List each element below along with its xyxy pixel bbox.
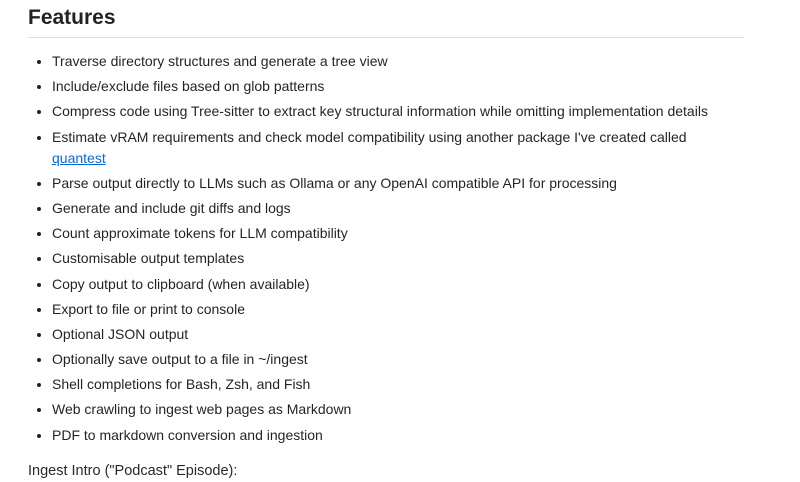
feature-item: • Include/exclude files based on glob patterns <box>52 76 744 97</box>
feature-item: • Optionally save output to a file in ~/ingest <box>52 349 744 370</box>
feature-item: • Web crawling to ingest web pages as Markdown <box>52 399 744 420</box>
features-heading: Features <box>28 5 744 38</box>
feature-item: • Shell completions for Bash, Zsh, and Fish <box>52 374 744 395</box>
feature-item: • Traverse directory structures and generate a tree view <box>52 51 744 72</box>
feature-item: • Generate and include git diffs and logs <box>52 198 744 219</box>
feature-item: • Estimate vRAM requirements and check model compatibility using another package I've created called quantest <box>52 127 744 169</box>
feature-item: • Customisable output templates <box>52 248 744 269</box>
feature-item: • Compress code using Tree-sitter to extract key structural information while omitting implementation details <box>52 101 744 122</box>
quantest-link[interactable]: quantest <box>52 149 106 166</box>
feature-item: • Count approximate tokens for LLM compatibility <box>52 223 744 244</box>
feature-item: • Optional JSON output <box>52 324 744 345</box>
feature-item: • Copy output to clipboard (when available) <box>52 274 744 295</box>
feature-item: • PDF to markdown conversion and ingestion <box>52 425 744 446</box>
feature-item: • Export to file or print to console <box>52 299 744 320</box>
ingest-intro-caption: Ingest Intro ("Podcast" Episode): <box>28 462 238 479</box>
feature-item: • Parse output directly to LLMs such as Ollama or any OpenAI compatible API for processing <box>52 173 744 194</box>
features-list <box>28 51 744 446</box>
